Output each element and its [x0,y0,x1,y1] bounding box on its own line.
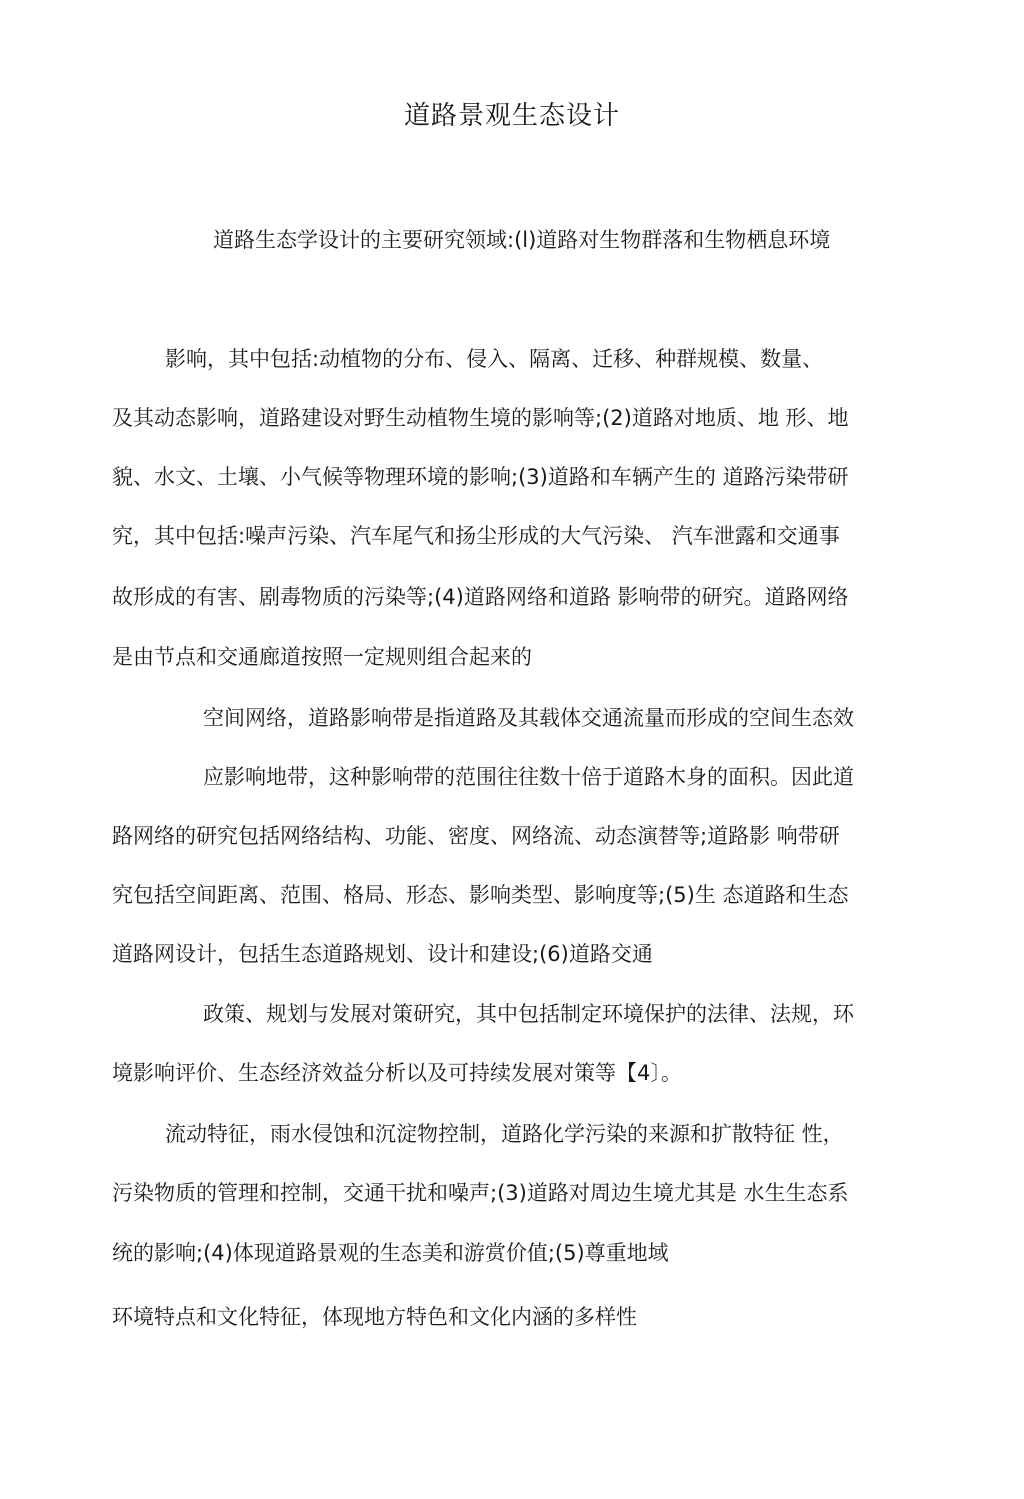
body-text-line: 环境特点和文化特征，体现地方特色和文化内涵的多样性 [112,1305,637,1329]
body-text-line: 道路网设计，包括生态道路规划、设计和建设;(6)道路交通 [112,942,653,966]
body-text-line: 流动特征，雨水侵蚀和沉淀物控制，道路化学污染的来源和扩散特征 性， [165,1122,844,1146]
body-text-line: 统的影响;(4)体现道路景观的生态美和游赏价值;(5)尊重地域 [112,1241,669,1265]
body-text-line: 道路生态学设计的主要研究领域:(l)道路对生物群落和生物栖息环境 [213,228,831,252]
body-text-line: 貌、水文、土壤、小气候等物理环境的影响;(3)道路和车辆产生的 道路污染带研 [112,465,849,489]
body-text-line: 政策、规划与发展对策研究，其中包括制定环境保护的法律、法规，环 [203,1002,854,1026]
document-title: 道路景观生态设计 [403,101,620,131]
body-text-line: 影响，其中包括:动植物的分布、侵入、隔离、迁移、种群规模、数量、 [165,347,824,371]
body-text-line: 空间网络，道路影响带是指道路及其载体交通流量而形成的空间生态效 [203,706,854,730]
body-text-line: 究包括空间距离、范围、格局、形态、影响类型、影响度等;(5)生 态道路和生态 [112,883,849,907]
body-text-line: 污染物质的管理和控制，交通干扰和噪声;(3)道路对周边生境尤其是 水生生态系 [112,1181,849,1205]
body-text-line: 故形成的有害、剧毒物质的污染等;(4)道路网络和道路 影响带的研究。道路网络 [112,585,849,609]
body-text-line: 应影响地带，这种影响带的范围往往数十倍于道路木身的面积。因此道 [203,765,854,789]
body-text-line: 是由节点和交通廊道按照一定规则组合起来的 [112,645,532,669]
body-text-line: 究，其中包括:噪声污染、汽车尾气和扬尘形成的大气污染、 汽车泄露和交通事 [112,524,840,548]
body-text-line: 路网络的研究包括网络结构、功能、密度、网络流、动态演替等;道路影 响带研 [112,824,840,848]
body-text-line: 及其动态影响，道路建设对野生动植物生境的影响等;(2)道路对地质、地 形、地 [112,406,849,430]
body-text-line: 境影响评价、生态经济效益分析以及可持续发展对策等【4〕。 [112,1061,682,1085]
